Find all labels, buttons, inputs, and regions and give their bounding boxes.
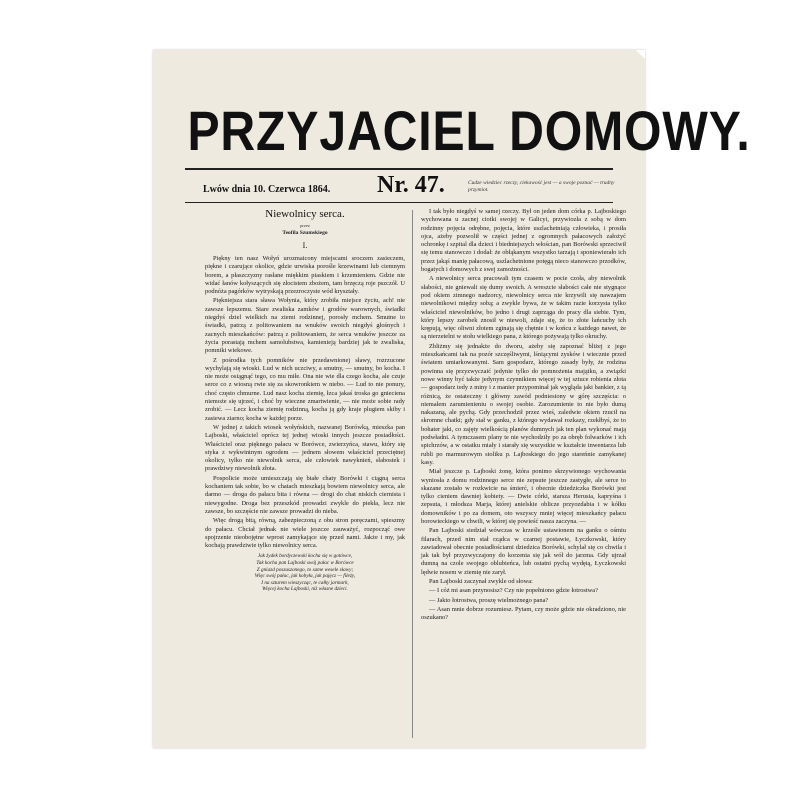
paragraph: Więc drogą bitą, równą, zabezpieczoną z obu stron poręczami, spieszmy do pałacu. Chciał jednak nie wiele jeszcze zauważyć, rozpocząć owe spojrzenie nieobojętne wprost zamykające się przed nami. Jakże i my, jak kochają prawdziwie tylko niewolnicy serca.: [205, 517, 405, 550]
paragraph: Z pośrodka tych pomników nie przedawnionej sławy, rozrzucone wychylają się wioski. Lud w nich uczciwy, a smutny, — smutny, bo kocha. I nie może osiągnąć tego, co mu miłe. Ona nie wie dla czego kocha, ale czuje serce co z wiosną rwie się za skowronkiem w niebo. — Lud to nie ponury, choć często chmurne. Lud nasz kocha ziemię, łzca jakaś troska go gnieciena niemoże się ujrzeć, i choć by wieczne zmartwienie, — nie może sobie rady zrobić. — Lecz kocha ziemię rodzinną, kocha ją gdy kraje plugiem skiby i zasiewa ziarno; kocha w każdej porze.: [205, 356, 405, 422]
article-title: Niewolnicy serca.: [265, 208, 345, 220]
paragraph: Zbliżmy się jednakże do dworu, ażeby się zapoznać bliżej z jego mieszkańcami tak na pozór szczęśliwymi, lśniącymi zysków i wiecznie przed światem umiarkowanymi. Sam gospodarz, którego zasady były, że rodzina powinna się przyzwyczaić jedynie tylko do pomnożenia majątku, a związki nowe winny być także jedynym czynnikiem więcej w tej sztuce robienia złota — gospodarz tedy z miny i z manier przypominał jak wygląda jaki bankier, z tą różnicą, że ostateczny i główny zawód podniesiony w górę szczęścia: o niemałem zarumienieniu o swojej osobie. Zarozumienie to nie było dumą nakazaną, ale pychą. Gdy przechodził przez wieś, zaledwie okiem rzucił na skromne chatki; gdy stał w ganku, z którego wydawał rozkazy, rzekłbyś, że to bohater jaki, co zajęty wielkością planów dumnych jak ten plan wykonać mają podwładni. A tymczasem plany te nie wychodziły po za obręb folwarków i ich spichrzów, a w ostatku miały i starały się wszystkie w kształcie inwentarza lub rubli po marmurowym stoliku p. Lajboskiego do jego stareńnie zamykanej kasy.: [421, 342, 626, 466]
paragraph: Miał jeszcze p. Lajboski żonę, która ponimo skrzywionego wychowania wyniosła z domu rodzinnego serce nie zepsute jeszcze zastygłe, ale serce to skazane zostało w rozkwicie na śmierć, i obecnie dziedziczka Borówki jest tylko cieniem dawniej kobiety. — Dwie córki, starsza Herusia, kapryśna i zepsuta, i młodsza Marja, której anielskie oblicze przyozdabia i w kółku domowników i po za domem, oto wszyscy mniej więcej mieszkańcy pałacu borowieckiego w chwili, w której się powieść nasza zaczyna. —: [421, 468, 626, 525]
left-column: [205, 208, 405, 742]
paragraph: — Asan mnie dobrze rozumiesz. Pytam, czy może gdzie nie okradziono, nie oszukano?: [421, 605, 626, 622]
paragraph: Pan Lajboski zaczynał zwykle od słowa:: [429, 578, 533, 586]
masthead-rule-top: [185, 168, 613, 170]
paragraph: W jednej z takich wiosek wołyńskich, nazwanej Borówką, mieszka pan Lajboski, właściciel oprócz tej jednej wioski innych jeszcze posiadłości. Właściciel oraz pięknego pałacu w Borówce, zwierzyńca, stawu, który się styka z wykwintnym ogrodem — jednem słowem właściciel przeciętnej okolicy, tylko nie niewolnik serca, ale człowiek nawyknień, słabostek i prawdziwy niewolnik złota.: [205, 423, 405, 473]
poem-line: Więcej kocha Lajboski, niż własne dzieci.: [262, 586, 348, 593]
dateline: Lwów dnia 10. Czerwca 1864.: [203, 184, 331, 195]
newspaper-page: [153, 50, 751, 748]
poem-line: Tak kocha pan Lajboski swój pałac w Borówce: [256, 559, 354, 566]
section-number: I.: [302, 241, 308, 250]
poem-line: I na szturem wieszycząc, te całky jarmark,: [261, 579, 349, 586]
paragraph: Pospolicie może umieszczają się białe chaty Borówki i ciągną serca kochaniem tak sobie, bo w chatach mieszkają bowiem niewolnicy serca, ale darmo — droga do pałacu bita i równa — drogi do chat niskich ciernista i niewygodne. Droga bez przeszkód prowadzi zwykle do piekła, lecz nie zawsze, bo szczęście nie zawsze prowadzi do nieba.: [205, 474, 405, 515]
article-author: Teofila Szumskiego: [282, 230, 328, 236]
issue-number: Nr. 47.: [377, 172, 445, 198]
poem-line: Więc swój pałac, jak kobyła, jak pajęcz — fileży,: [254, 573, 356, 580]
paragraph: — Jakto łotrostwa, proszę wielmożnego pana?: [429, 596, 549, 604]
right-column: [421, 208, 626, 742]
paragraph: Pan Lajboski siedział wówczas w krześle ustawionem na ganku o ośmiu filarach, przed nim stał rządca w czarnej postawie, Łyczkowski, który zawiadował obecnie posiadłościami dziedzica Borówki, schylał się co chwila i jak tak był przyzwyczajony do korzenia się jak wół do jarzma. Gdy ujrzał dumną na czole swojego oblubieńca, lub ostatni pychą wydętą, Łyczkowski lędwie nosem w ziemię nie zarył.: [421, 527, 626, 576]
column-divider: [412, 210, 413, 738]
poem: [205, 553, 405, 593]
masthead-title: PRZYJACIEL DOMOWY.: [187, 99, 751, 162]
motto: Cudze wiedziec rzeczy, ciekawość jest — a swoje poznać — trudny przymiot.: [468, 180, 615, 193]
paragraph: — I cóż mi asan przynosisz? Czy nie popełniono gdzie łotrostwa?: [429, 587, 598, 595]
paragraph: A niewolnicy serca pracowali tym czasem w pocie czoła, aby niewolnik słabości, nie gniewali się dumy swoich. A wreszcie słabości całe nie stygnące pod okiem zimnego nadzorcy, niewolnicy serca nie krzywili się nawzajem niewolnikowi między sobą; a zwykle bywa, że w takim razie korzysta tylko właściciel niewolników, bo jedno i drugi zaprząga do pracy dla siebie. Tym, który lepszy zarobek znosił w niewoli, zdaje się, że to złote łańcuchy ich krępują, więc oliwni złotem zginają się chętnie i w końcu z każdego nawet, że są nierzetelni w stołu wielkiego pana, z którego pożywają tylko okruchy.: [421, 275, 626, 341]
poem-line: Z gniazd poszuszonego, to same wesele sławy;: [256, 566, 354, 573]
torn-corner: [636, 50, 645, 59]
paragraph: Piękny ten nasz Wołyń urozmaicony miejscami sroczem zasieczem, piękne i czarujące okolice, gdzie urwiska porośle krzewinami lub ciemnym borem, a płaszczyzny rasłane miękkim piaskiem i krzemieniem. Gdzie nie widać łanów kołyszących się złocistem zbożem, tam brzęczą roje pszczół. U podnóża pagórków wytryskają przezroczyste wód kryształy.: [205, 255, 405, 296]
masthead-rule-bottom: [185, 202, 613, 203]
paragraph: I tak było niegdyś w samej rzeczy. Był on jeden dom córka p. Lajboskiego wychowana u zacnej ciotki swojej w Galicyi, przywiozła z sobą w dom rodzinny pojęcia odrębne, pojęcia, które uszlachetniają człowieka, i prosiła ojca, ażeby pozwolił w części jednej z ogromnych pałacowych założyć ochronkę i szpital dla dzieci i biedniejszych włościan, pan Borówski sprzeciwił się temu stanowczo i dodał: że obłąkanym wszystko tarzają i sponiewierało ich przez jakąś manię pałacową, uszlachetnione potęgą nieco stanowczo przodków, bogatych i domowych z swej zamożności.: [421, 208, 626, 274]
byline-prefix: przez: [300, 223, 310, 228]
poem-line: Jak żydek bordyczewski kocha się w gotówce,: [257, 553, 353, 560]
paragraph: Piękniejsza stara sława Wołynia, który zrobiła miejsce życiu, ach! nie zawsze lepszemu. Stare zwaliska zamków i grodów warownych, świadki niegdyś dziel wielkich na ziemi rodzinnej, porosły mchem. Smutne to świadki, patrzą z politowaniem na wnuków swoich niegdyś głośnych i zacnych mieszkańców: patrzą z politowaniem, że serca wnuków jeszcze za życia porastają mchem samolubstwa, kamienieją bardziej jak te zwaliska, pomniki wiekowe.: [205, 297, 405, 355]
